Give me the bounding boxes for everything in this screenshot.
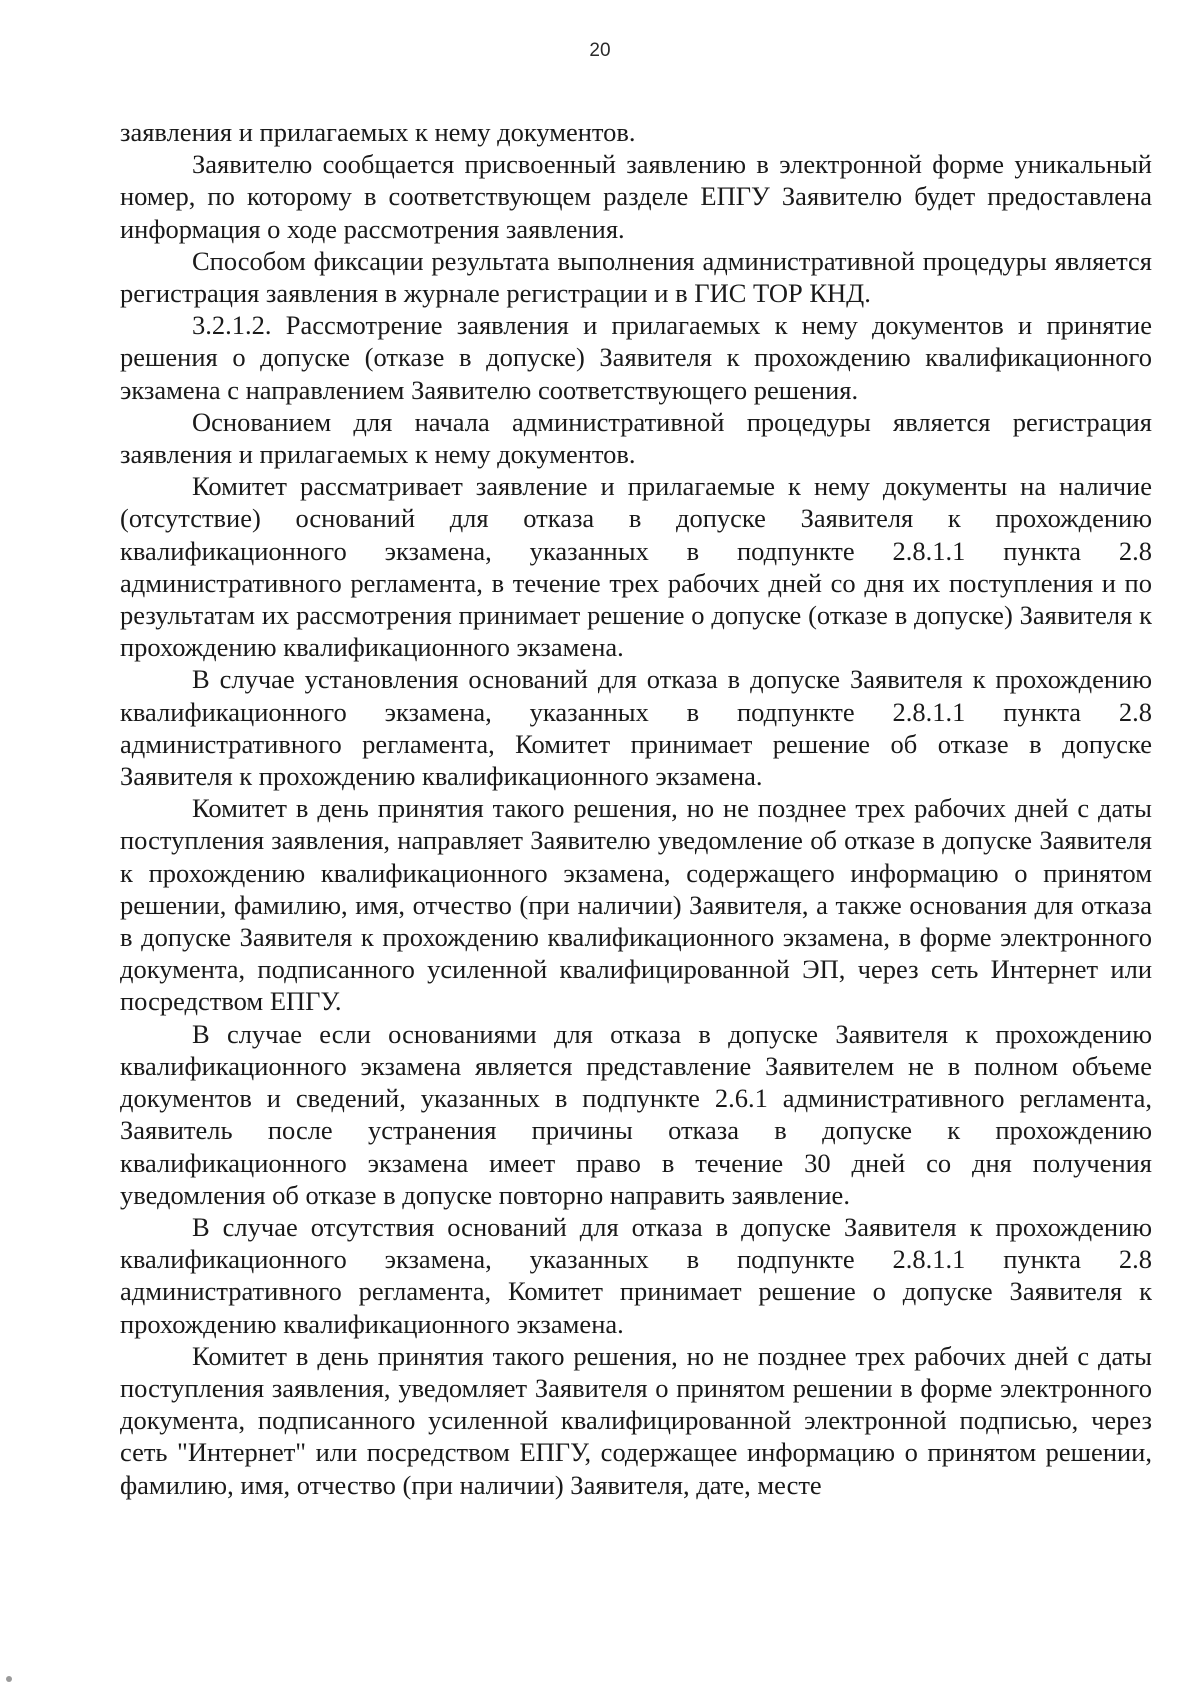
paragraph-continuation: заявления и прилагаемых к нему документов. [120, 117, 636, 147]
paragraph-refusal-notice: Комитет в день принятия такого решения, но не позднее трех рабочих дней с даты поступления заявления, направляет Заявителю уведомление об отказе в допуске Заявителя к прохождению квалификационного экзамена, содержащего информацию о принятом решении, фамилию, имя, отчество (при наличии) Заявителя, а также основания для отказа в допуске Заявителя к прохождению квалификационного экзамена, в форме электронного документа, подписанного усиленной квалифицированной ЭП, через сеть Интернет или посредством ЕПГУ. [120, 793, 1152, 1017]
paragraph-section-3-2-1-2: 3.2.1.2. Рассмотрение заявления и прилагаемых к нему документов и принятие решения о допуске (отказе в допуске) Заявителя к прохождению квалификационного экзамена с направлением Заявителю соответствующего решения. [120, 310, 1152, 405]
paragraph-committee-review: Комитет рассматривает заявление и прилагаемые к нему документы на наличие (отсутствие) оснований для отказа в допуске Заявителя к прохождению квалификационного экзамена, указанных в подпункте 2.8.1.1 пункта 2.8 административного регламента, в течение трех рабочих дней со дня их поступления и по результатам их рассмотрения принимает решение о допуске (отказе в допуске) Заявителя к прохождению квалификационного экзамена. [120, 471, 1152, 663]
paragraph-admission-decision: В случае отсутствия оснований для отказа в допуске Заявителя к прохождению квалификационного экзамена, указанных в подпункте 2.8.1.1 пункта 2.8 административного регламента, Комитет принимает решение о допуске Заявителя к прохождению квалификационного экзамена. [120, 1211, 1152, 1339]
paragraph-procedure-basis: Основанием для начала административной процедуры является регистрация заявления и прилагаемых к нему документов. [120, 406, 1152, 470]
paragraph-resubmission: В случае если основаниями для отказа в допуске Заявителя к прохождению квалификационного экзамена является представление Заявителем не в полном объеме документов и сведений, указанных в подпункте 2.6.1 административного регламента, Заявитель после устранения причины отказа в допуске к прохождению квалификационного экзамена имеет право в течение 30 дней со дня получения уведомления об отказе в допуске повторно направить заявление. [120, 1018, 1152, 1210]
scan-dot [6, 1676, 12, 1682]
paragraph-admission-notice: Комитет в день принятия такого решения, но не позднее трех рабочих дней с даты поступления заявления, уведомляет Заявителя о принятом решении в форме электронного документа, подписанного усиленной квалифицированной электронной подписью, через сеть "Интернет" или посредством ЕПГУ, содержащее информацию о принятом решении, фамилию, имя, отчество (при наличии) Заявителя, дате, месте [120, 1340, 1152, 1500]
paragraph-fixation-method: Способом фиксации результата выполнения административной процедуры является регистрация заявления в журнале регистрации и в ГИС ТОР КНД. [120, 245, 1152, 309]
page-number: 20 [589, 40, 611, 61]
paragraph-unique-number: Заявителю сообщается присвоенный заявлению в электронной форме уникальный номер, по которому в соответствующем разделе ЕПГУ Заявителю будет предоставлена информация о ходе рассмотрения заявления. [120, 149, 1152, 244]
paragraph-refusal-grounds: В случае установления оснований для отказа в допуске Заявителя к прохождению квалификационного экзамена, указанных в подпункте 2.8.1.1 пункта 2.8 административного регламента, Комитет принимает решение об отказе в допуске Заявителя к прохождению квалификационного экзамена. [120, 664, 1152, 792]
document-body [120, 116, 1152, 1501]
